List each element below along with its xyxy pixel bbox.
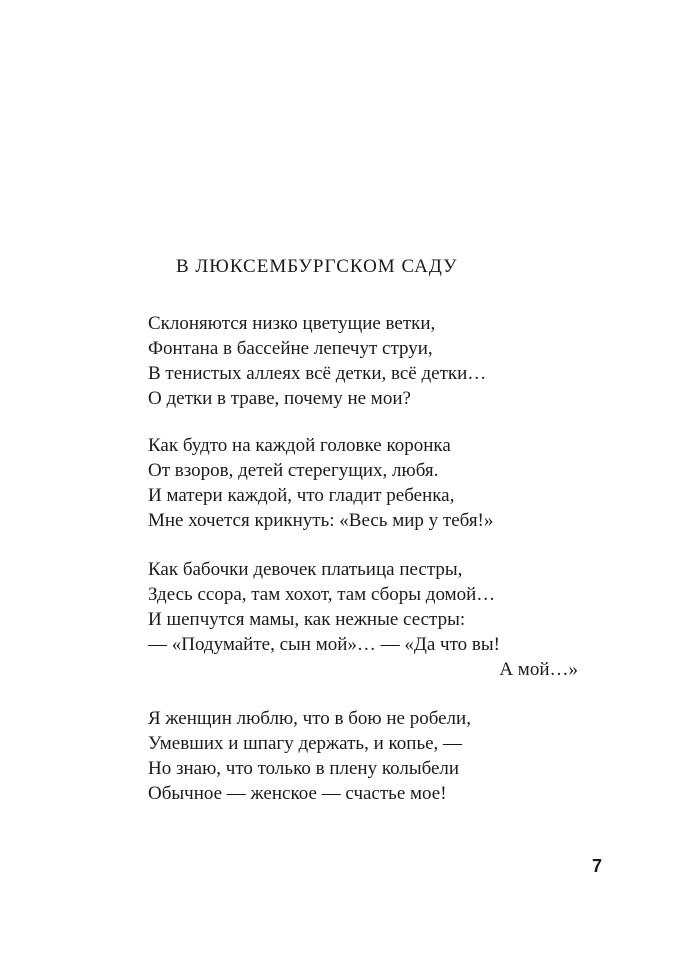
poem-line: Но знаю, что только в плену колыбели bbox=[148, 758, 460, 779]
poem-line: От взоров, детей стерегущих, любя. bbox=[148, 460, 439, 481]
poem-line: Мне хочется крикнуть: «Весь мир у тебя!» bbox=[148, 510, 494, 531]
poem-line: Как бабочки девочек платьица пестры, bbox=[148, 559, 463, 580]
stanza bbox=[148, 433, 578, 533]
poem-line: И шепчутся мамы, как нежные сестры: bbox=[148, 609, 466, 630]
poem-line: Обычное — женское — счастье мое! bbox=[148, 783, 447, 804]
poem-line: Как будто на каждой головке коронка bbox=[148, 435, 451, 456]
poem-title: В ЛЮКСЕМБУРГСКОМ САДУ bbox=[176, 256, 458, 277]
poem-line: Склоняются низко цветущие ветки, bbox=[148, 313, 436, 334]
page-number: 7 bbox=[592, 856, 603, 876]
stanza bbox=[148, 706, 578, 806]
stanza bbox=[148, 311, 578, 411]
poem-line: О детки в траве, почему не мои? bbox=[148, 388, 411, 409]
stanza bbox=[148, 557, 578, 682]
poem-line: Фонтана в бассейне лепечут струи, bbox=[148, 338, 433, 359]
poem-line: Здесь ссора, там хохот, там сборы домой… bbox=[148, 584, 496, 605]
poem-line: Умевших и шпагу держать, и копье, — bbox=[148, 733, 463, 754]
poem-line: Я женщин люблю, что в бою не робели, bbox=[148, 708, 471, 729]
poem-line: В тенистых аллеях всё детки, всё детки… bbox=[148, 363, 487, 384]
poem-line: — «Подумайте, сын мой»… — «Да что вы! bbox=[148, 634, 500, 655]
poem-line: И матери каждой, что гладит ребенка, bbox=[148, 485, 455, 506]
poem-line-indented: А мой…» bbox=[499, 659, 578, 680]
